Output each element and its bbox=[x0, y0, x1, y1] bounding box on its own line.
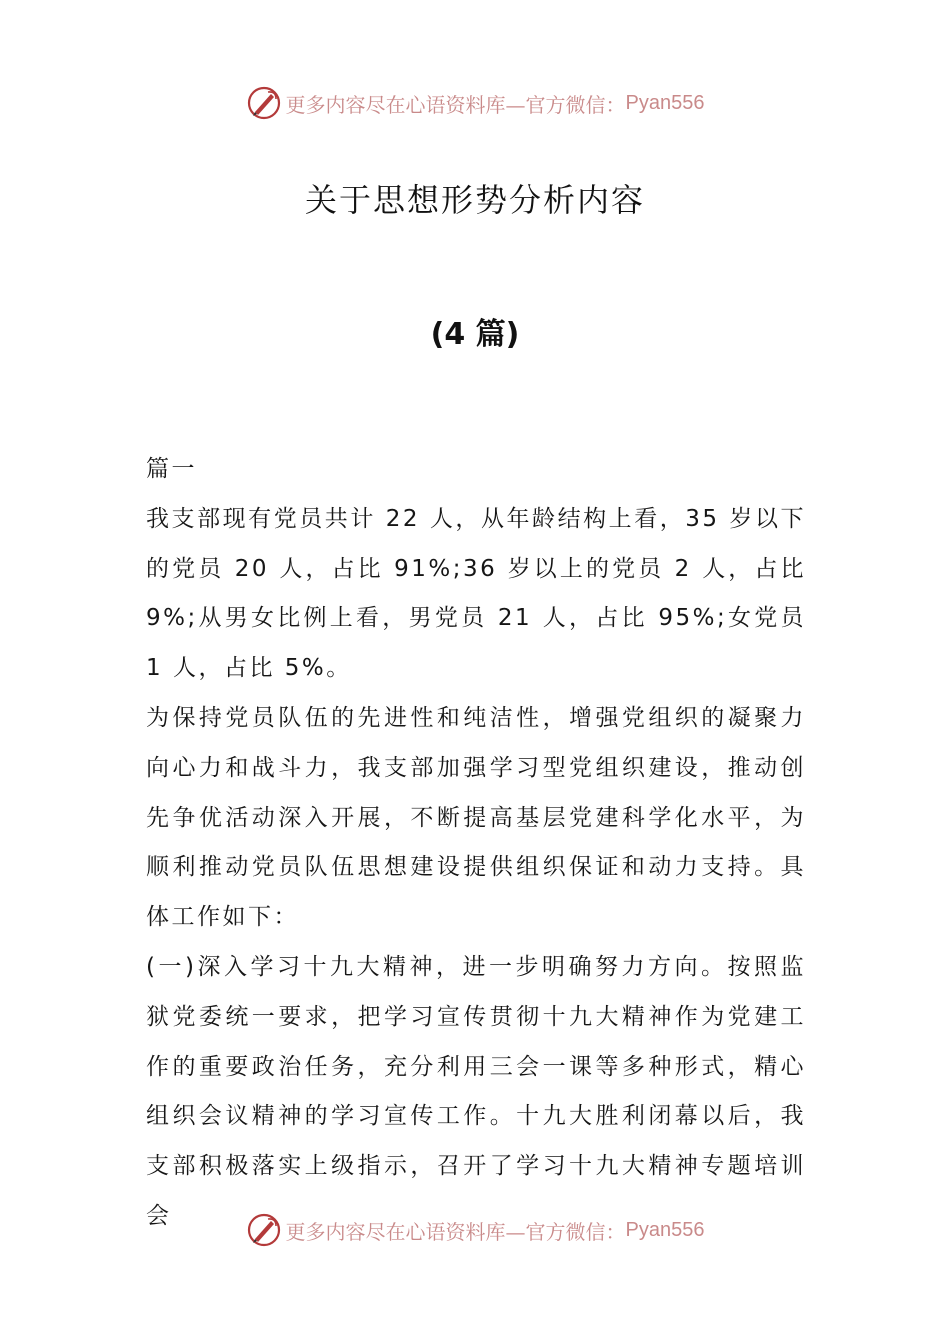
footer-watermark-banner bbox=[0, 1210, 950, 1250]
pen-logo-icon bbox=[246, 85, 282, 121]
watermark-text: 更多内容尽在心语资料库—官方微信： bbox=[285, 92, 626, 117]
paragraph-3: (一)深入学习十九大精神，进一步明确努力方向。按照监狱党委统一要求，把学习宣传贯彻十九大精神作为党建工作的重要政治任务，充分利用三会一课等多种形式，精心组织会议精神的学习宣传工作。十九大胜利闭幕以后，我支部积极落实上级指示，召开了学习十九大精神专题培训会 bbox=[146, 953, 806, 1229]
document-title: 关于思想形势分析内容 bbox=[304, 181, 645, 219]
section-heading: 篇一 bbox=[146, 456, 197, 482]
document-body bbox=[146, 445, 806, 1242]
paragraph-1: 我支部现有党员共计 22 人，从年龄结构上看，35 岁以下的党员 20 人，占比 91%;36 岁以上的党员 2 人，占比 9%;从男女比例上看，男党员 21 人，占比 95%;女党员 1 人，占比 5%。 bbox=[146, 505, 806, 682]
watermark-wechat-id: Pyan556 bbox=[625, 1218, 705, 1241]
watermark-wechat-id: Pyan556 bbox=[625, 91, 705, 114]
document-subtitle: (4 篇) bbox=[430, 317, 520, 352]
pen-logo-icon bbox=[246, 1212, 282, 1248]
header-watermark-banner bbox=[0, 83, 950, 123]
paragraph-2: 为保持党员队伍的先进性和纯洁性，增强党组织的凝聚力向心力和战斗力，我支部加强学习型党组织建设，推动创先争优活动深入开展，不断提高基层党建科学化水平，为顺利推动党员队伍思想建设提供组织保证和动力支持。具体工作如下： bbox=[146, 704, 806, 931]
watermark-text: 更多内容尽在心语资料库—官方微信： bbox=[285, 1219, 626, 1244]
